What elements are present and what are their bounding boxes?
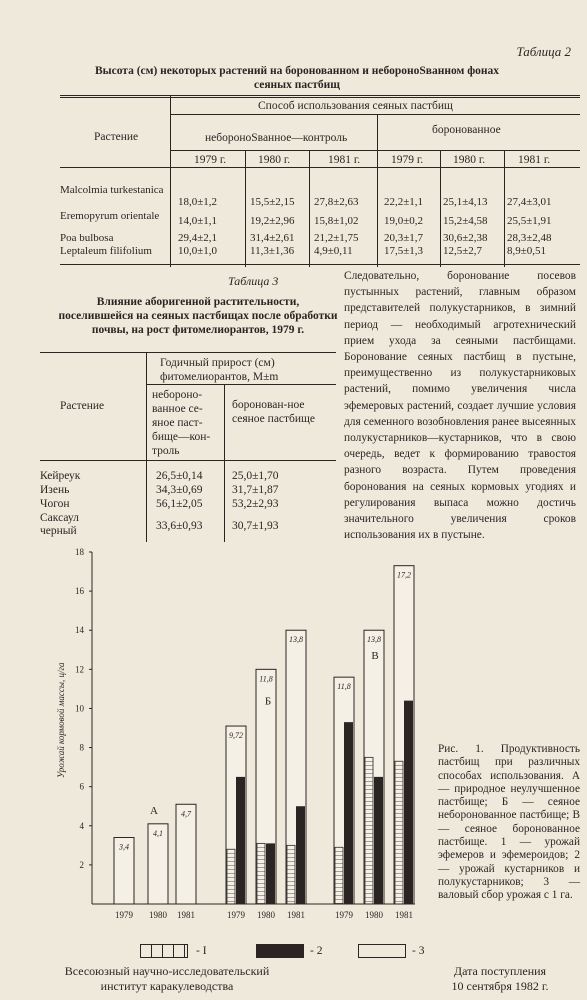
table3-growth-rule bbox=[146, 384, 336, 385]
body-paragraph: Следовательно, боронование посевов пустынных растений, главным образом представителей полукустарников, в зимний период — необходимый агротехнический прием ухода за сеяными пастбищами. Боронование сеяных пастбищ в пустыне, преимущественно из полукустарниковых растений, помимо увеличения числа эфемеровых растений, создает лучшие условия для семенного возобновления ранее высеянных полукустарников—кустарников, что в свою очередь, ведет к формированию травостоя разного возраста. Путем проведения боронования на сеяных кормовых угодиях и регулирования выпаса можно достичь значительного увеличения сроков использования их в пустыне. bbox=[344, 270, 576, 542]
legend-swatch-1 bbox=[140, 944, 188, 958]
table2-year: 1981 г. bbox=[518, 154, 551, 166]
bar-value-label: 11,8 bbox=[259, 674, 273, 684]
table2-method-rule bbox=[170, 114, 580, 115]
table2-title bbox=[62, 64, 532, 92]
table2-year: 1981 г. bbox=[328, 154, 361, 166]
table2-top-rule-2 bbox=[60, 97, 580, 98]
table2-years-rule bbox=[170, 150, 580, 151]
table3-cell: 56,1±2,05 bbox=[156, 498, 203, 510]
table2-cell: 30,6±2,38 bbox=[443, 232, 488, 244]
table2-vline bbox=[309, 150, 310, 267]
table2-cell: 20,3±1,7 bbox=[384, 232, 424, 244]
footer-institution bbox=[42, 964, 292, 994]
table3-title: Влияние аборигенной растительности, поселившейся на сеяных пастбищах после обработки почвы, на рост фитомелиорантов, 1979 г. bbox=[58, 296, 338, 336]
y-tick-label: 10 bbox=[75, 703, 84, 714]
table2-vline bbox=[377, 114, 378, 267]
footer-date bbox=[420, 964, 580, 994]
table2-cell: 18,0±1,2 bbox=[178, 196, 218, 208]
table2-cell: 28,3±2,48 bbox=[507, 232, 552, 244]
x-tick-label: 1980 bbox=[365, 910, 383, 920]
bar-value-label: 4,7 bbox=[181, 809, 191, 819]
table2-top-rule bbox=[60, 95, 580, 96]
table2-cell: 17,5±1,3 bbox=[384, 245, 424, 257]
bar-value-label: 3,4 bbox=[119, 842, 129, 852]
table2-cell: 4,9±0,11 bbox=[314, 245, 353, 257]
x-tick-label: 1979 bbox=[115, 910, 133, 920]
legend-label-2: - 2 bbox=[310, 945, 323, 957]
table3-vline bbox=[224, 384, 225, 542]
table2-cell: 15,2±4,58 bbox=[443, 215, 488, 227]
table2-cell: 19,2±2,96 bbox=[250, 215, 295, 227]
bar-value-label: 11,8 bbox=[337, 682, 351, 692]
table2-cell: 15,5±2,15 bbox=[250, 196, 295, 208]
y-tick-label: 4 bbox=[79, 820, 84, 831]
y-tick-label: 16 bbox=[75, 586, 84, 597]
table2-cell: 22,2±1,1 bbox=[384, 196, 424, 208]
table3-cell: 34,3±0,69 bbox=[156, 484, 203, 496]
table3-row-plant: Кейреук bbox=[40, 470, 81, 482]
table2-cell: 25,1±4,13 bbox=[443, 196, 488, 208]
table2-vline bbox=[504, 150, 505, 267]
table3-vline bbox=[146, 352, 147, 542]
table2-cell: 12,5±2,7 bbox=[443, 245, 483, 257]
productivity-chart bbox=[56, 547, 430, 938]
table3-header-plant: Растение bbox=[60, 400, 105, 412]
chart-bars bbox=[114, 566, 414, 904]
x-tick-label: 1979 bbox=[227, 910, 245, 920]
table3-header-bottom-rule bbox=[40, 460, 336, 461]
table2-cell: 31,4±2,61 bbox=[250, 232, 295, 244]
table2-cell: 27,8±2,63 bbox=[314, 196, 359, 208]
table3-cell: 26,5±0,14 bbox=[156, 470, 203, 482]
legend-label-1: - I bbox=[196, 945, 207, 957]
table3-cell: 53,2±2,93 bbox=[232, 498, 279, 510]
table3-cell: 30,7±1,93 bbox=[232, 520, 279, 532]
table3-row-plant: Изень bbox=[40, 484, 70, 496]
group-label: В bbox=[371, 650, 379, 663]
bar-shrubs bbox=[404, 701, 413, 904]
x-tick-label: 1980 bbox=[149, 910, 167, 920]
y-axis-label: Урожай кормовой массы, ц/га bbox=[56, 662, 66, 778]
table2-row-plant: Eremopyrum orientale bbox=[60, 210, 160, 222]
table3-cell: 31,7±1,87 bbox=[232, 484, 279, 496]
table2-caption: Таблица 2 bbox=[516, 44, 571, 59]
table2-cell: 21,2±1,75 bbox=[314, 232, 359, 244]
table2-cell: 19,0±0,2 bbox=[384, 215, 424, 227]
table2-vline bbox=[440, 150, 441, 267]
y-tick-label: 6 bbox=[79, 781, 84, 792]
footer-institution-line1: Всесоюзный научно-исследовательский bbox=[64, 964, 270, 978]
table2-row-plant: Poa bulbosa bbox=[60, 232, 114, 244]
table3-header-growth: Годичный прирост (см) фитомелиорантов, M±m bbox=[160, 357, 279, 383]
table2-year: 1979 г. bbox=[391, 154, 424, 166]
table2-cell: 15,8±1,02 bbox=[314, 215, 359, 227]
bar-value-label: 17,2 bbox=[397, 570, 411, 580]
table3-row-plant: Саксаул черный bbox=[40, 512, 79, 537]
table3-header-col2: боронован-ное сеяное пастбище bbox=[232, 399, 316, 425]
table2-cell: 14,0±1,1 bbox=[178, 215, 218, 227]
group-label: А bbox=[150, 805, 158, 818]
bar-shrubs bbox=[296, 806, 305, 904]
table3-cell: 25,0±1,70 bbox=[232, 470, 279, 482]
table2-row-plant: Malcolmia turkestanica bbox=[60, 184, 164, 196]
x-tick-label: 1981 bbox=[395, 910, 413, 920]
x-tick-label: 1980 bbox=[257, 910, 275, 920]
footer-date-line2: 10 сентября 1982 г. bbox=[451, 979, 549, 993]
table3-top-rule bbox=[40, 352, 336, 353]
y-tick-label: 8 bbox=[79, 742, 84, 753]
table2-row-plant: Leptaleum filifolium bbox=[60, 245, 152, 257]
x-tick-label: 1981 bbox=[287, 910, 305, 920]
bar-shrubs bbox=[344, 722, 353, 904]
table2-year: 1980 г. bbox=[258, 154, 291, 166]
y-tick-label: 14 bbox=[75, 625, 84, 636]
table2-cell: 29,4±2,1 bbox=[178, 232, 218, 244]
figure-caption: Рис. 1. Продуктивность пастбищ при различных способах использования. А — природное неулучшенное пастбище; Б — сеяное неборонованное пастбище; В — сеяное боронованное пастбище. 1 — урожай эфемеров и эфемероидов; 2 — урожай кустарников и полукустарников; 3 — валовый сбор урожая с 1 га. bbox=[438, 743, 580, 902]
table2-vline bbox=[245, 150, 246, 267]
footer-institution-line2: институт каракулеводства bbox=[100, 979, 234, 993]
bar-total bbox=[176, 804, 196, 904]
footer-date-line1: Дата поступления bbox=[453, 964, 547, 978]
table2-header-plant: Растение bbox=[94, 131, 139, 143]
table2-cell: 25,5±1,91 bbox=[507, 215, 552, 227]
group-label: Б bbox=[264, 695, 272, 708]
legend-swatch-2 bbox=[256, 944, 304, 958]
table2-year: 1980 г. bbox=[453, 154, 486, 166]
table2-cell: 8,9±0,51 bbox=[507, 245, 547, 257]
x-tick-label: 1979 bbox=[335, 910, 353, 920]
legend-label-3: - 3 bbox=[412, 945, 425, 957]
table2-bottom-rule bbox=[60, 264, 580, 265]
bar-value-label: 9,72 bbox=[229, 731, 243, 741]
table3-caption: Таблица 3 bbox=[228, 274, 279, 288]
y-tick-label: 2 bbox=[79, 859, 84, 870]
bar-value-label: 13,8 bbox=[367, 635, 381, 645]
bar-shrubs bbox=[236, 777, 245, 904]
y-tick-label: 12 bbox=[75, 664, 84, 675]
legend-swatch-3 bbox=[358, 944, 406, 958]
table2-header-control: небороноSванное—контроль bbox=[205, 132, 348, 144]
y-tick-label: 18 bbox=[75, 547, 84, 557]
table3-header-col1: небороно-ванное се-яное паст-бище—кон-троль bbox=[152, 389, 211, 457]
table2-year: 1979 г. bbox=[194, 154, 227, 166]
table2-cell: 27,4±3,01 bbox=[507, 196, 552, 208]
x-tick-label: 1981 bbox=[177, 910, 195, 920]
bar-shrubs bbox=[374, 777, 383, 904]
table2-cell: 10,0±1,0 bbox=[178, 245, 218, 257]
table2-header-bottom-rule bbox=[60, 167, 580, 168]
table2-header-harrowed: боронованное bbox=[432, 124, 501, 136]
table2-header-method: Способ использования сеяных пастбищ bbox=[258, 100, 453, 112]
bar-shrubs bbox=[266, 843, 275, 904]
table2-title-line2: сеяных пастбищ bbox=[253, 79, 340, 91]
bar-value-label: 13,8 bbox=[289, 635, 303, 645]
table3-cell: 33,6±0,93 bbox=[156, 520, 203, 532]
table2-title-line1: Высота (см) некоторых растений на боронованном и небороноSванном фонах bbox=[94, 65, 500, 77]
table2-cell: 11,3±1,36 bbox=[250, 245, 295, 257]
table2-vline bbox=[170, 95, 171, 267]
table3-row-plant: Чогон bbox=[40, 498, 70, 510]
bar-value-label: 4,1 bbox=[153, 828, 163, 838]
